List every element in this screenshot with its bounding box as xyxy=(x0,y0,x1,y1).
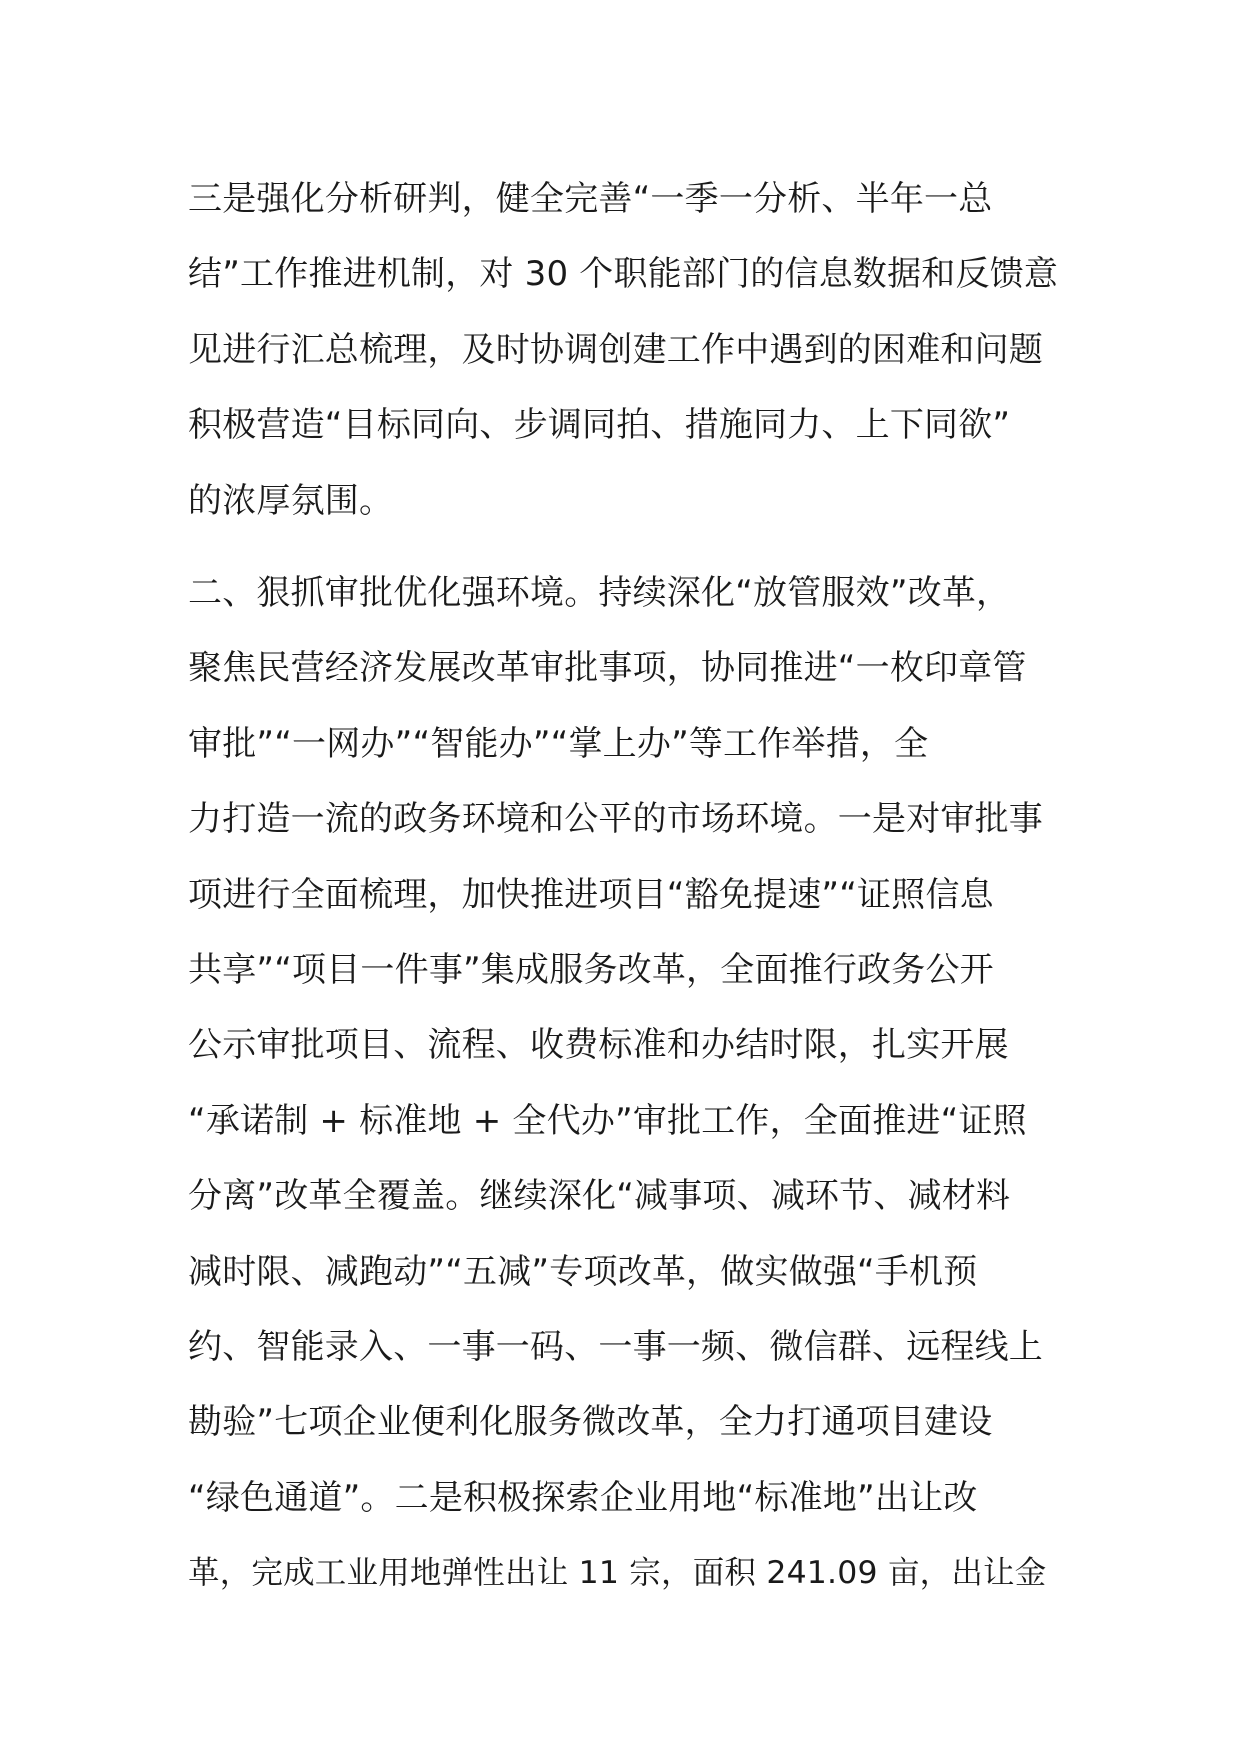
text-line: 减时限、减跑动”“五减”专项改革，做实做强“手机预 xyxy=(188,1251,978,1292)
text-line: “绿色通道”。二是积极探索企业用地“标准地”出让改 xyxy=(188,1477,978,1518)
text-line: 项进行全面梳理，加快推进项目“豁免提速”“证照信息 xyxy=(188,874,994,915)
text-line: 结”工作推进机制，对 30 个职能部门的信息数据和反馈意 xyxy=(188,254,1059,295)
text-line: 革，完成工业用地弹性出让 11 宗，面积 241.09 亩，出让金 xyxy=(188,1555,1047,1592)
text-line: 见进行汇总梳理，及时协调创建工作中遇到的困难和问题 xyxy=(188,329,1043,370)
text-line: 力打造一流的政务环境和公平的市场环境。一是对审批事 xyxy=(188,799,1043,840)
text-line: 公示审批项目、流程、收费标准和办结时限，扎实开展 xyxy=(188,1025,1009,1066)
text-line: 积极营造“目标同向、步调同拍、措施同力、上下同欲” xyxy=(188,405,1011,446)
text-line: 的浓厚氛围。 xyxy=(188,480,394,521)
text-line: “承诺制 + 标准地 + 全代办”审批工作，全面推进“证照 xyxy=(188,1100,1027,1141)
text-line: 约、智能录入、一事一码、一事一频、微信群、远程线上 xyxy=(188,1326,1043,1367)
text-line: 勘验”七项企业便利化服务微改革，全力打通项目建设 xyxy=(188,1402,993,1443)
paragraph-approval-optimization xyxy=(188,556,1058,1611)
text-line: 共享”“项目一件事”集成服务改革，全面推行政务公开 xyxy=(188,949,994,990)
text-line: 二、狠抓审批优化强环境。持续深化“放管服效”改革， xyxy=(188,573,1011,613)
text-line: 聚焦民营经济发展改革审批事项，协同推进“一枚印章管 xyxy=(188,648,1027,689)
text-line: 三是强化分析研判，健全完善“一季一分析、半年一总 xyxy=(188,179,993,219)
text-line: 分离”改革全覆盖。继续深化“减事项、减环节、减材料 xyxy=(188,1176,1011,1217)
paragraph-analysis-mechanism xyxy=(188,162,1058,539)
text-line: 审批”“一网办”“智能办”“掌上办”等工作举措，全 xyxy=(188,723,929,764)
